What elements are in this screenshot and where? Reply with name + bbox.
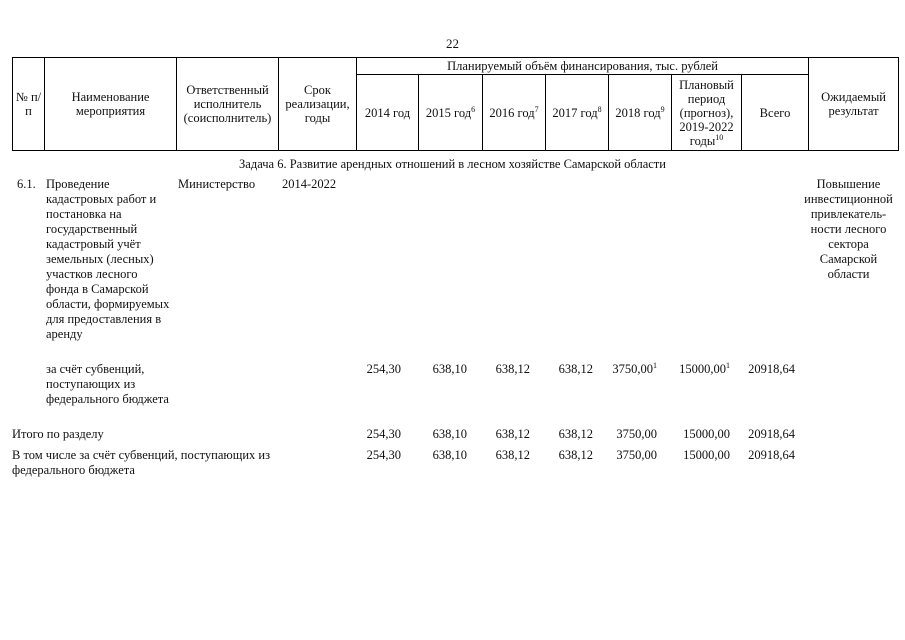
cell-planned-period: 15000,00 xyxy=(683,448,730,462)
header-period: Срок реализации, годы xyxy=(279,58,357,151)
item-period: 2014-2022 xyxy=(282,177,337,191)
header-executor: Ответственный исполнитель (соисполнитель) xyxy=(177,58,279,151)
cell-2018: 3750,00 xyxy=(616,448,657,462)
cell-2014: 254,30 xyxy=(366,427,401,441)
footnote-mark: 10 xyxy=(715,132,724,142)
header-planned-period: Плановый период (прогноз), 2019-2022 годы$^{10}$ xyxy=(672,75,742,151)
cell-2014: 254,30 xyxy=(366,448,401,462)
cell-total: 20918,64 xyxy=(748,448,795,462)
cell-2018: 3750,00$^1$ xyxy=(612,360,657,376)
item-executor: Министерство xyxy=(178,177,256,191)
cell-2015: 638,10 xyxy=(432,427,467,441)
cell-planned-period: 15000,00 xyxy=(683,427,730,441)
cell-2016: 638,12 xyxy=(495,448,530,462)
task-title: Задача 6. Развитие арендных отношений в лесном хозяйстве Самарской области xyxy=(239,157,666,171)
header-funding-group: Планируемый объём финансирования, тыс. рублей xyxy=(357,58,809,75)
financing-table-header xyxy=(12,57,899,151)
header-2017: 2017 год$^8$ xyxy=(546,75,609,151)
cell-2017: 638,12 xyxy=(558,427,593,441)
header-total: Всего xyxy=(742,75,809,151)
header-2014: 2014 год xyxy=(357,75,419,151)
cell-2015: 638,10 xyxy=(432,448,467,462)
footnote-mark: 9 xyxy=(660,104,665,114)
cell-2017: 638,12 xyxy=(558,362,593,376)
header-number: № п/п xyxy=(13,58,45,151)
cell-2017: 638,12 xyxy=(558,448,593,462)
cell-total: 20918,64 xyxy=(748,362,795,376)
cell-2015: 638,10 xyxy=(432,362,467,376)
header-name: Наименование мероприятия xyxy=(45,58,177,151)
item-expected-result: Повышение инвестиционной привлекатель-ности лесного сектора Самарской области xyxy=(804,177,893,281)
cell-2014: 254,30 xyxy=(366,362,401,376)
row-label: В том числе за счёт субвенций, поступающих из федерального бюджета xyxy=(12,448,271,477)
header-2015: 2015 год$^6$ xyxy=(419,75,483,151)
cell-planned-period: 15000,00$^1$ xyxy=(679,360,730,376)
footnote-mark: 1 xyxy=(653,360,657,370)
cell-total: 20918,64 xyxy=(748,427,795,441)
footnote-mark: 7 xyxy=(534,104,539,114)
footnote-mark: 1 xyxy=(726,360,730,370)
row-label: за счёт субвенций, поступающих из федерального бюджета xyxy=(46,362,169,406)
page-number: 22 xyxy=(446,36,459,51)
footnote-mark: 8 xyxy=(597,104,602,114)
header-2016: 2016 год$^7$ xyxy=(483,75,546,151)
footnote-mark: 6 xyxy=(471,104,476,114)
item-name: Проведение кадастровых работ и постановка на государственный кадастровый учёт земельных (лесных) участков лесного фонда в Самарской области, формируемых для предоставления в аренду xyxy=(46,177,170,341)
header-2018: 2018 год$^9$ xyxy=(609,75,672,151)
cell-2016: 638,12 xyxy=(495,427,530,441)
cell-2016: 638,12 xyxy=(495,362,530,376)
header-result: Ожидаемый результат xyxy=(809,58,899,151)
item-number: 6.1. xyxy=(17,177,36,191)
row-label: Итого по разделу xyxy=(12,427,104,441)
cell-2018: 3750,00 xyxy=(616,427,657,441)
